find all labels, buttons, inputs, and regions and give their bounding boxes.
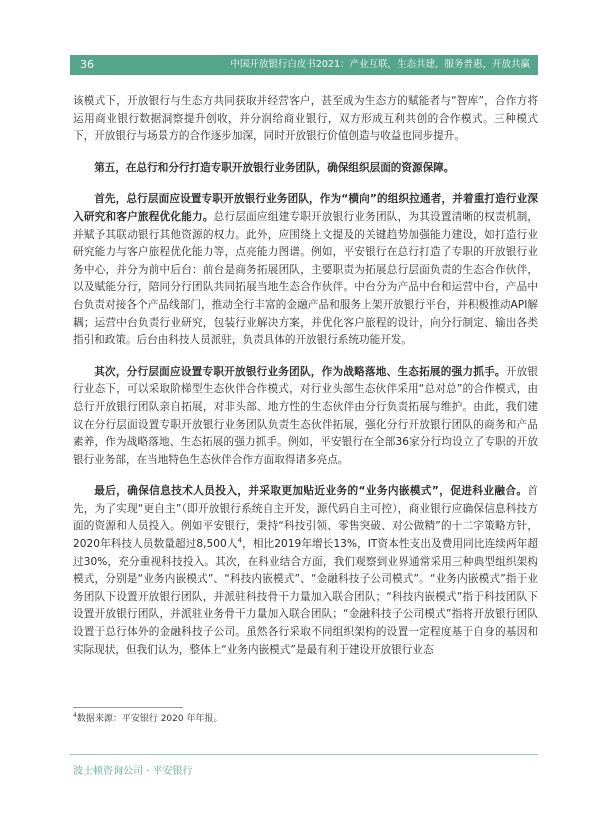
paragraph-2-lead: 首先，总行层面应设置专职开放银行业务团队，作为“横向”的组织拉通者，并着重打造行业深入研究和客户旅程优化能力。 (73, 193, 538, 223)
paragraph-1: 该模式下，开放银行与生态方共同获取并经营客户，甚至成为生态方的赋能者与“智库”，合作方将运用商业银行数据洞察提升创收，并分润给商业银行，双方形成互利共创的合作模式。三种模式下，开放银行与场景方的合作逐步加深，同时开放银行价值创造与收益也同步提升。 (73, 95, 538, 143)
paragraph-4-body-a: 首先，为了实现“更自主”（即开放银行系统自主开发，源代码自主可控），商业银行应确保信息科技方面的资源和人员投入。例如平安银行，秉持“科技引领、零售突破、对公做精”的十二字策略方针，2020年科技人员数量超过8,500人 (73, 485, 538, 551)
paragraph-4 (73, 483, 538, 659)
paragraph-4-body-b: ，相比2019年增长13%，IT资本性支出及费用同比连续两年超过30%，充分重视科技投入。其次，在科业结合方面，我们观察到业界通常采用三种典型组织架构模式，分别是“业务内嵌模式”、“科技内嵌模式”、“金融科技子公司模式”。“业务内嵌模式”指于业务团队下设置开放银行团队，并派驻科技骨干力量加入联合团队；“科技内嵌模式”指于科技团队下设置开放银行团队，并派驻业务骨干力量加入联合团队；“金融科技子公司模式”指将开放银行团队设置于总行体外的金融科技子公司。虽然各行采取不同组织架构的设置一定程度基于自身的基因和实际现状，但我们认为，整体上“业务内嵌模式”是最有利于建设开放银行业态 (73, 538, 538, 656)
paragraph-2-body: 总行层面应组建专职开放银行业务团队，为其设置清晰的权责机制，并赋予其联动银行其他资源的权力。此外，应围绕上文提及的关键趋势加强能力建设，如打造行业研究能力与客户旅程优化能力等，点亮能力图谱。例如，平安银行在总行打造了专职的开放银行业务中心，并分为前中后台：前台是商务拓展团队，主要职责为拓展总行层面负责的生态合作伙伴，以及赋能分行，陪同分行团队共同拓展当地生态合作伙伴。中台分为产品中台和运营中台，产品中台负责对接各个产品线部门，推动全行丰富的金融产品和服务上架开放银行平台，并积极推动API解耦；运营中台负责行业研究，包装行业解决方案，并优化客户旅程的设计，向分行制定、输出各类指引和政策。后台由科技人员派驻，负责具体的开放银行系统功能开发。 (73, 210, 539, 347)
footer-publisher: 波士顿咨询公司 · 平安银行 (73, 766, 193, 777)
body-text (73, 93, 538, 659)
paragraph-4-lead: 最后，确保信息技术人员投入，并采取更加贴近业务的“业务内嵌模式”，促进科业融合。 (94, 485, 528, 498)
running-title: 中国开放银行白皮书2021：产业互联，生态共建，服务普惠，开放共赢 (230, 59, 530, 70)
footnote-ref[interactable]: 4 (237, 536, 243, 545)
paragraph-3-body: 开放银行业态下，可以采取阶梯型生态伙伴合作模式，对行业头部生态伙伴采用“总对总”的合作模式，由总行开放银行团队亲自拓展，对非头部、地方性的生态伙伴由分行负责拓展与维护。由此，我们建议在分行层面设置专职开放银行业务团队负责生态伙伴拓展，强化分行开放银行团队的商务和产品素养，作为战略落地、生态拓展的强力抓手。例如，平安银行在全部36家分行均设立了专职的开放银行业务部，在当地特色生态伙伴合作方面取得诸多亮点。 (73, 365, 539, 466)
page-header (70, 55, 538, 75)
footnote-divider (73, 707, 183, 708)
page-number: 36 (80, 58, 94, 71)
section-heading-5: 第五，在总行和分行打造专职开放银行业务团队，确保组织层面的资源保障。 (94, 161, 455, 174)
footnote-text: 数据来源：平安银行 2020 年年报。 (76, 714, 223, 724)
paragraph-3-lead: 其次，分行层面应设置专职开放银行业务团队，作为战略落地、生态拓展的强力抓手。 (94, 365, 506, 378)
paragraph-2 (73, 191, 538, 349)
footnote (73, 711, 222, 724)
footnote-number: 4 (73, 712, 77, 719)
paragraph-3 (73, 364, 538, 470)
footer-divider (70, 754, 538, 755)
